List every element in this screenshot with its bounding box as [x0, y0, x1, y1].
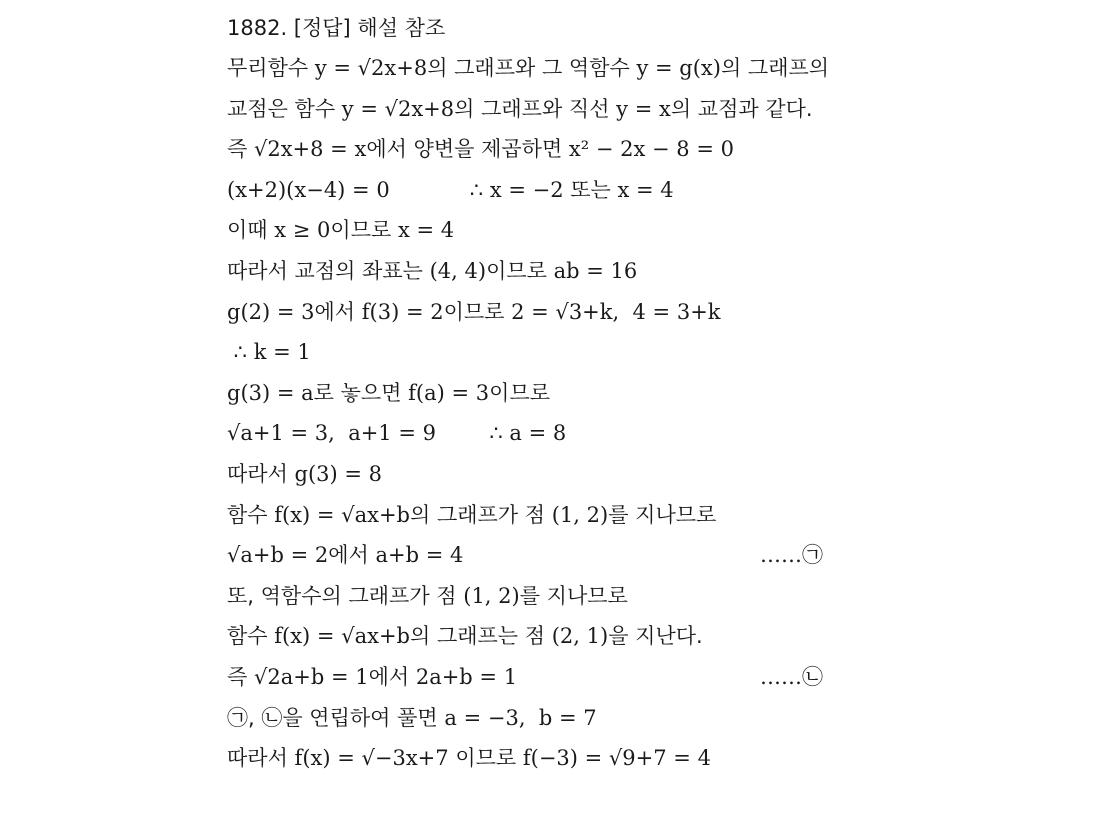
solution-line — [227, 210, 1067, 251]
solution-line — [227, 292, 1067, 333]
solution-lines — [227, 8, 1067, 779]
math-expression: y = g(x) — [636, 56, 721, 80]
math-expression: f(3) = 2 — [361, 299, 444, 324]
math-expression: x ≥ 0 — [274, 218, 331, 243]
text-segment: 즉 — [227, 137, 254, 162]
math-expression: (x+2)(x−4) = 0 ∴ x = −2 — [227, 177, 564, 202]
text-segment: 교점은 함수 — [227, 96, 342, 121]
solution-line — [227, 89, 1067, 130]
solution-line — [227, 495, 1067, 536]
math-expression: (1, 2) — [551, 502, 609, 527]
math-expression: x² − 2x − 8 = 0 — [568, 137, 734, 162]
text-segment: 이므로 — [486, 258, 554, 283]
math-expression: ab = 16 — [553, 258, 638, 283]
solution-line — [227, 251, 1067, 292]
text-segment: 의 그래프는 점 — [409, 624, 552, 649]
solution-line — [227, 698, 1067, 739]
solution-line — [227, 535, 1067, 576]
equation-marker: ……㉡ — [760, 664, 823, 689]
text-segment: 에서 — [368, 664, 416, 689]
math-expression: 2a+b = 1 — [415, 664, 518, 689]
text-segment: 를 지나므로 — [608, 502, 717, 527]
text-segment: 이므로 — [489, 380, 551, 405]
text-segment: 또, 역함수의 그래프가 점 — [227, 583, 464, 608]
math-expression: g(3) = 8 — [294, 461, 383, 486]
solution-line — [227, 373, 1067, 414]
solution-line — [227, 170, 1067, 211]
math-expression: (4, 4) — [429, 258, 487, 283]
math-expression: a+b = 4 — [375, 543, 464, 568]
solution-line — [227, 332, 1067, 373]
text-segment: 이므로 — [330, 218, 398, 243]
solution-line — [227, 657, 1067, 698]
text-segment: 의 그래프와 그 역함수 — [427, 56, 637, 80]
math-expression: ∴ k = 1 — [227, 340, 311, 365]
text-segment: 1882. [정답] 해설 참조 — [227, 16, 446, 40]
equation-marker: ……㉠ — [760, 543, 823, 568]
text-segment: 의 교점과 같다. — [670, 96, 813, 121]
text-segment: 의 그래프와 직선 — [454, 96, 617, 121]
solution-line — [227, 454, 1067, 495]
text-segment: 에서 — [314, 299, 362, 324]
math-expression: x = 4 — [397, 218, 455, 243]
math-expression: √2x+8 = x — [253, 137, 367, 162]
math-expression: √a+1 = 3, a+1 = 9 ∴ a = 8 — [227, 421, 567, 446]
solution-line — [227, 129, 1067, 170]
text-segment: 따라서 — [227, 461, 295, 486]
text-segment: 함수 — [227, 502, 275, 527]
text-segment: 따라서 교점의 좌표는 — [227, 258, 430, 283]
math-expression: y = √2x+8 — [314, 56, 428, 80]
text-segment: ㉠, ㉡을 연립하여 풀면 — [227, 705, 445, 730]
math-expression: 2 = √3+k, 4 = 3+k — [511, 299, 721, 324]
math-expression: √a+b = 2 — [227, 543, 329, 568]
text-segment: 이므로 — [448, 746, 523, 771]
text-segment: 를 지나므로 — [519, 583, 628, 608]
math-expression: f(x) = √ax+b — [274, 502, 410, 527]
text-segment: 따라서 — [227, 746, 295, 771]
text-segment: 에서 — [328, 543, 376, 568]
math-expression: f(x) = √ax+b — [274, 624, 410, 649]
solution-line — [227, 738, 1067, 779]
math-expression: f(x) = √−3x+7 — [294, 746, 449, 771]
math-expression: g(2) = 3 — [227, 299, 315, 324]
text-segment: 이때 — [227, 218, 275, 243]
math-expression: (2, 1) — [551, 624, 609, 649]
solution-document — [227, 8, 1067, 779]
text-segment: 즉 — [227, 664, 254, 689]
text-segment: 에서 양변을 제곱하면 — [366, 137, 569, 162]
text-segment: 또는 — [563, 177, 618, 202]
solution-line — [227, 48, 1067, 89]
math-expression: (1, 2) — [463, 583, 520, 608]
math-expression: f(a) = 3 — [408, 380, 490, 405]
answer-heading — [227, 8, 1067, 48]
math-expression: f(−3) = √9+7 = 4 — [522, 746, 711, 771]
text-segment: 의 그래프가 점 — [409, 502, 552, 527]
math-expression: y = x — [616, 96, 671, 121]
math-expression: y = √2x+8 — [341, 96, 455, 121]
math-expression: √2a+b = 1 — [253, 664, 369, 689]
text-segment: 을 지난다. — [608, 624, 703, 649]
text-segment: 로 놓으면 — [313, 380, 409, 405]
text-segment: 함수 — [227, 624, 275, 649]
solution-line — [227, 576, 1067, 617]
solution-line — [227, 413, 1067, 454]
math-expression: g(3) = a — [227, 380, 314, 405]
text-segment: 무리함수 — [227, 56, 315, 80]
math-expression: a = −3, b = 7 — [444, 705, 597, 730]
math-expression: x = 4 — [617, 177, 674, 202]
text-segment: 이므로 — [443, 299, 512, 324]
solution-line — [227, 616, 1067, 657]
text-segment: 의 그래프의 — [720, 56, 830, 80]
